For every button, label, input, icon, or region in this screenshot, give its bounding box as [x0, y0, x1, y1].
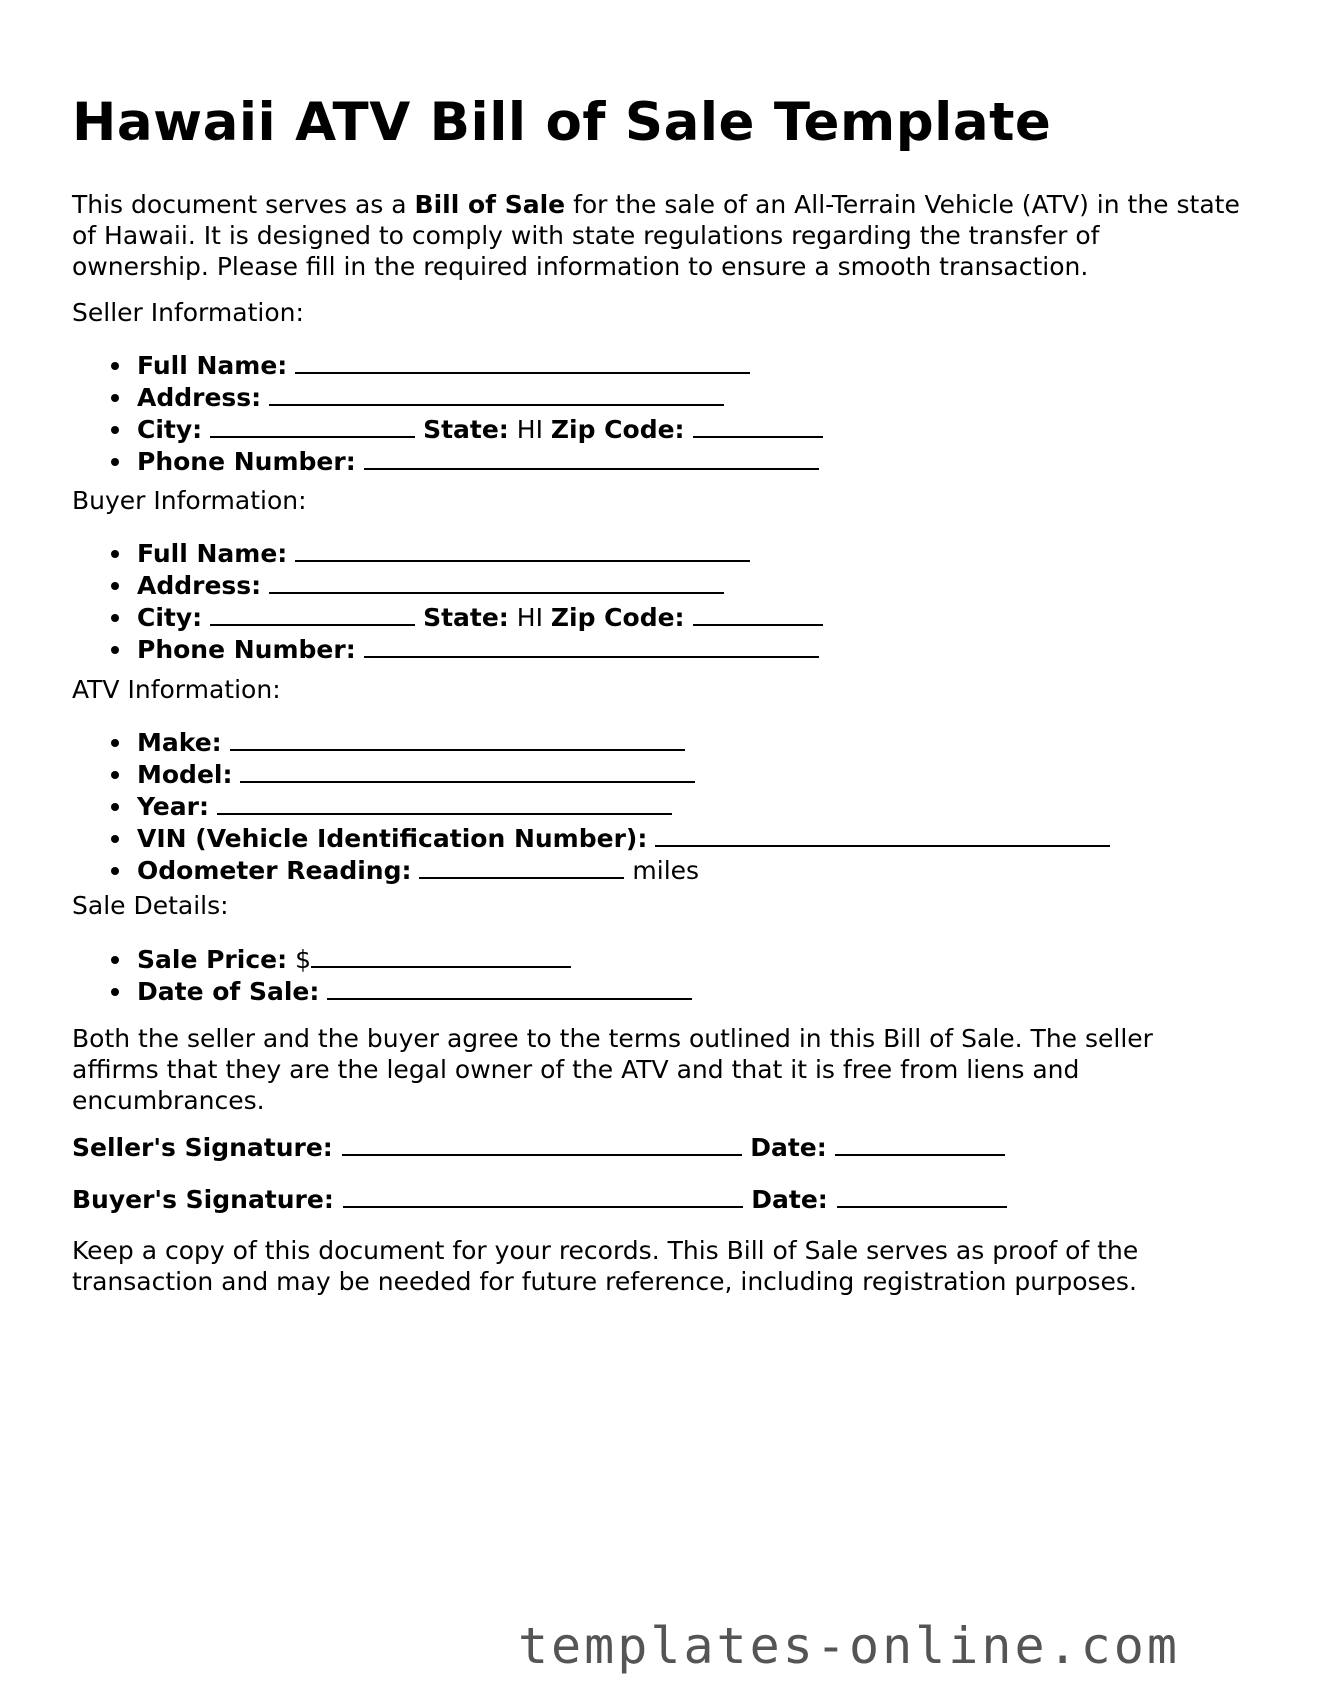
- buyer-signature-label: Buyer's Signature:: [72, 1185, 334, 1214]
- atv-odometer-item: [137, 854, 1110, 886]
- sale-price-item: [137, 943, 692, 975]
- watermark: templates-online.com: [517, 1617, 1180, 1675]
- seller-list: [72, 349, 823, 477]
- buyer-full-name-item: [137, 537, 823, 569]
- atv-heading: ATV Information:: [72, 675, 281, 704]
- buyer-date-label: Date:: [751, 1185, 828, 1214]
- buyer-signature-line: [72, 1183, 1007, 1215]
- buyer-address-field[interactable]: [269, 569, 724, 594]
- atv-year-item: [137, 790, 1110, 822]
- seller-signature-label: Seller's Signature:: [72, 1133, 333, 1162]
- sale-list: [72, 943, 692, 1007]
- atv-list: [72, 726, 1110, 886]
- atv-make-label: Make:: [137, 728, 222, 757]
- buyer-state-value: HI: [516, 603, 543, 632]
- intro-bold-term: Bill of Sale: [414, 190, 566, 219]
- atv-odometer-field[interactable]: [419, 854, 624, 879]
- buyer-full-name-label: Full Name:: [137, 539, 288, 568]
- atv-model-item: [137, 758, 1110, 790]
- sale-date-item: [137, 975, 692, 1007]
- atv-year-field[interactable]: [217, 790, 672, 815]
- atv-vin-item: [137, 822, 1110, 854]
- footer-note: Keep a copy of this document for your records. This Bill of Sale serves as proof of the transaction and may be needed for future reference, including registration purposes.: [72, 1236, 1139, 1296]
- buyer-address-label: Address:: [137, 571, 262, 600]
- sale-date-field[interactable]: [327, 975, 692, 1000]
- seller-zip-field[interactable]: [693, 413, 823, 438]
- buyer-list: [72, 537, 823, 665]
- seller-address-item: [137, 381, 823, 413]
- seller-zip-label: Zip Code:: [550, 415, 685, 444]
- seller-state-label: State:: [423, 415, 509, 444]
- atv-make-item: [137, 726, 1110, 758]
- seller-address-label: Address:: [137, 383, 262, 412]
- buyer-city-item: [137, 601, 823, 633]
- seller-signature-field[interactable]: [342, 1131, 742, 1156]
- buyer-city-field[interactable]: [210, 601, 415, 626]
- intro-text-start: This document serves as a: [72, 190, 415, 219]
- atv-model-label: Model:: [137, 760, 233, 789]
- buyer-phone-field[interactable]: [364, 633, 819, 658]
- buyer-phone-label: Phone Number:: [137, 635, 356, 664]
- seller-date-field[interactable]: [835, 1131, 1005, 1156]
- intro-text-end: for the sale of an All-Terrain Vehicle (ATV) in the state of Hawaii. It is designed to comply with state regulations regarding the transfer of ownership. Please fill in the required information to ensure a smooth transaction.: [72, 190, 1240, 281]
- buyer-zip-label: Zip Code:: [550, 603, 685, 632]
- atv-odometer-label: Odometer Reading:: [137, 856, 412, 885]
- seller-full-name-item: [137, 349, 823, 381]
- seller-full-name-field[interactable]: [295, 349, 750, 374]
- buyer-signature-field[interactable]: [343, 1183, 743, 1208]
- atv-vin-label: VIN (Vehicle Identification Number):: [137, 824, 648, 853]
- seller-city-item: [137, 413, 823, 445]
- seller-state-value: HI: [516, 415, 543, 444]
- buyer-full-name-field[interactable]: [295, 537, 750, 562]
- buyer-zip-field[interactable]: [693, 601, 823, 626]
- atv-make-field[interactable]: [230, 726, 685, 751]
- sale-price-field[interactable]: [311, 943, 571, 968]
- buyer-heading: Buyer Information:: [72, 486, 307, 515]
- atv-miles-unit: miles: [632, 856, 700, 885]
- seller-signature-line: [72, 1131, 1005, 1163]
- seller-phone-field[interactable]: [364, 445, 819, 470]
- seller-city-field[interactable]: [210, 413, 415, 438]
- sale-date-label: Date of Sale:: [137, 977, 320, 1006]
- atv-year-label: Year:: [137, 792, 209, 821]
- buyer-phone-item: [137, 633, 823, 665]
- sale-heading: Sale Details:: [72, 891, 229, 920]
- seller-city-label: City:: [137, 415, 203, 444]
- sale-price-label: Sale Price:: [137, 945, 288, 974]
- seller-phone-item: [137, 445, 823, 477]
- seller-address-field[interactable]: [269, 381, 724, 406]
- buyer-state-label: State:: [423, 603, 509, 632]
- document-title: Hawaii ATV Bill of Sale Template: [72, 92, 1052, 153]
- buyer-address-item: [137, 569, 823, 601]
- currency-symbol: $: [295, 945, 311, 974]
- seller-full-name-label: Full Name:: [137, 351, 288, 380]
- atv-model-field[interactable]: [240, 758, 695, 783]
- atv-vin-field[interactable]: [655, 822, 1110, 847]
- buyer-city-label: City:: [137, 603, 203, 632]
- buyer-date-field[interactable]: [837, 1183, 1007, 1208]
- seller-heading: Seller Information:: [72, 298, 304, 327]
- seller-phone-label: Phone Number:: [137, 447, 356, 476]
- seller-date-label: Date:: [750, 1133, 827, 1162]
- intro-paragraph: [72, 189, 1242, 282]
- agreement-paragraph: Both the seller and the buyer agree to the terms outlined in this Bill of Sale. The seller affirms that they are the legal owner of the ATV and that it is free from liens and encumbrances.: [72, 1024, 1153, 1115]
